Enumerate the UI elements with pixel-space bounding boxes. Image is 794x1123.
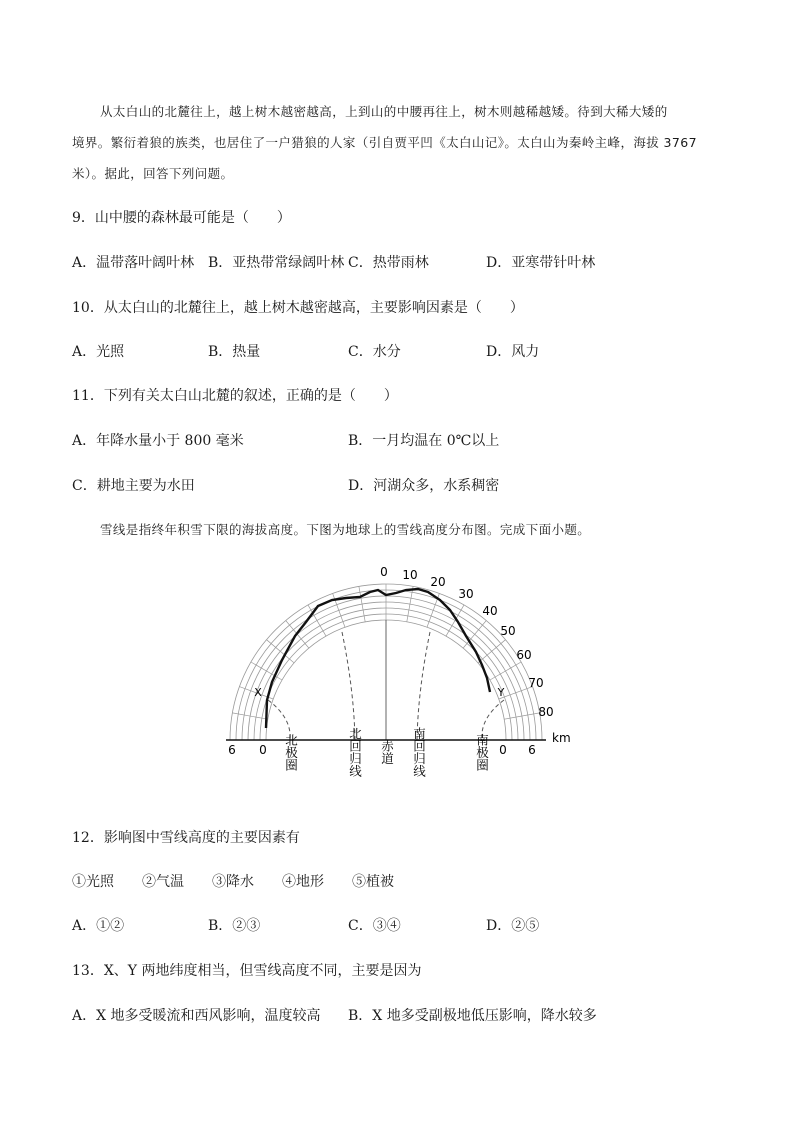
question-11-stem: 11．下列有关太白山北麓的叙述，正确的是（ ） — [72, 388, 398, 404]
q9-option-b: B．亚热带常绿阔叶林 — [208, 255, 345, 271]
q12-factor-3: ③降水 — [212, 874, 254, 890]
q12-option-c: C．③④ — [348, 918, 401, 934]
q12-factor-2: ②气温 — [142, 874, 184, 890]
question-9-stem: 9．山中腰的森林最可能是（ ） — [72, 210, 291, 226]
lat-label-20: 20 — [430, 575, 446, 589]
scale-left-6: 6 — [228, 743, 236, 757]
passage-2: 雪线是指终年积雪下限的海拔高度。下图为地球上的雪线高度分布图。完成下面小题。 — [100, 522, 591, 537]
q12-factor-5: ⑤植被 — [352, 874, 394, 890]
q10-option-b: B．热量 — [208, 344, 261, 360]
lat-label-80: 80 — [538, 705, 554, 719]
q12-option-a: A．①② — [72, 918, 125, 934]
q9-option-c: C．热带雨林 — [348, 255, 429, 271]
lat-label-50: 50 — [500, 624, 516, 638]
q11-option-c: C．耕地主要为水田 — [72, 478, 195, 494]
zone-label-antarctic-circle: 南极圈 — [474, 733, 490, 771]
q10-option-a: A．光照 — [72, 344, 125, 360]
question-12-stem: 12．影响图中雪线高度的主要因素有 — [72, 830, 300, 846]
snowline-figure — [0, 555, 794, 825]
zone-label-arctic-circle: 北极圈 — [283, 733, 299, 771]
question-13-stem: 13．X、Y 两地纬度相当，但雪线高度不同，主要是因为 — [72, 963, 422, 979]
lat-label-70: 70 — [528, 676, 544, 690]
point-x-label: X — [254, 686, 262, 699]
q13-option-a: A．X 地多受暖流和西风影响，温度较高 — [72, 1008, 321, 1024]
q11-option-a: A．年降水量小于 800 毫米 — [72, 433, 244, 449]
q12-factor-4: ④地形 — [282, 874, 324, 890]
scale-right-0: 0 — [499, 743, 507, 757]
passage-line-3: 米）。据此，回答下列问题。 — [72, 166, 234, 181]
lat-label-10: 10 — [402, 568, 418, 582]
q10-option-c: C．水分 — [348, 344, 401, 360]
q12-option-b: B．②③ — [208, 918, 261, 934]
point-y-label: Y — [497, 686, 505, 699]
lat-label-30: 30 — [458, 587, 474, 601]
q11-option-d: D．河湖众多，水系稠密 — [348, 478, 500, 494]
q10-option-d: D．风力 — [486, 344, 540, 360]
passage-line-2: 境界。繁衍着狼的族类，也居住了一户猎狼的人家（引自贾平凹《太白山记》。太白山为秦岭主峰，海拔 3767 — [72, 135, 697, 150]
lat-label-0: 0 — [380, 565, 388, 579]
q11-option-b: B．一月均温在 0℃以上 — [348, 433, 500, 449]
zone-label-tropic-capricorn: 南回归线 — [411, 727, 427, 777]
zone-label-equator: 赤道 — [379, 739, 395, 765]
q12-factor-1: ①光照 — [72, 874, 114, 890]
q9-option-d: D．亚寒带针叶林 — [486, 255, 596, 271]
lat-label-40: 40 — [482, 604, 498, 618]
scale-right-6: 6 — [528, 743, 536, 757]
unit-label: km — [552, 731, 571, 745]
scale-left-0: 0 — [259, 743, 267, 757]
passage-line-1: 从太白山的北麓往上，越上树木越密越高，上到山的中腰再往上，树木则越稀越矮。待到大稀大矮的 — [100, 104, 668, 119]
lat-label-60: 60 — [516, 648, 532, 662]
zone-label-tropic-cancer: 北回归线 — [347, 727, 363, 777]
q9-option-a: A．温带落叶阔叶林 — [72, 255, 195, 271]
question-10-stem: 10．从太白山的北麓往上，越上树木越密越高，主要影响因素是（ ） — [72, 300, 524, 316]
q13-option-b: B．X 地多受副极地低压影响，降水较多 — [348, 1008, 597, 1024]
q12-option-d: D．②⑤ — [486, 918, 540, 934]
